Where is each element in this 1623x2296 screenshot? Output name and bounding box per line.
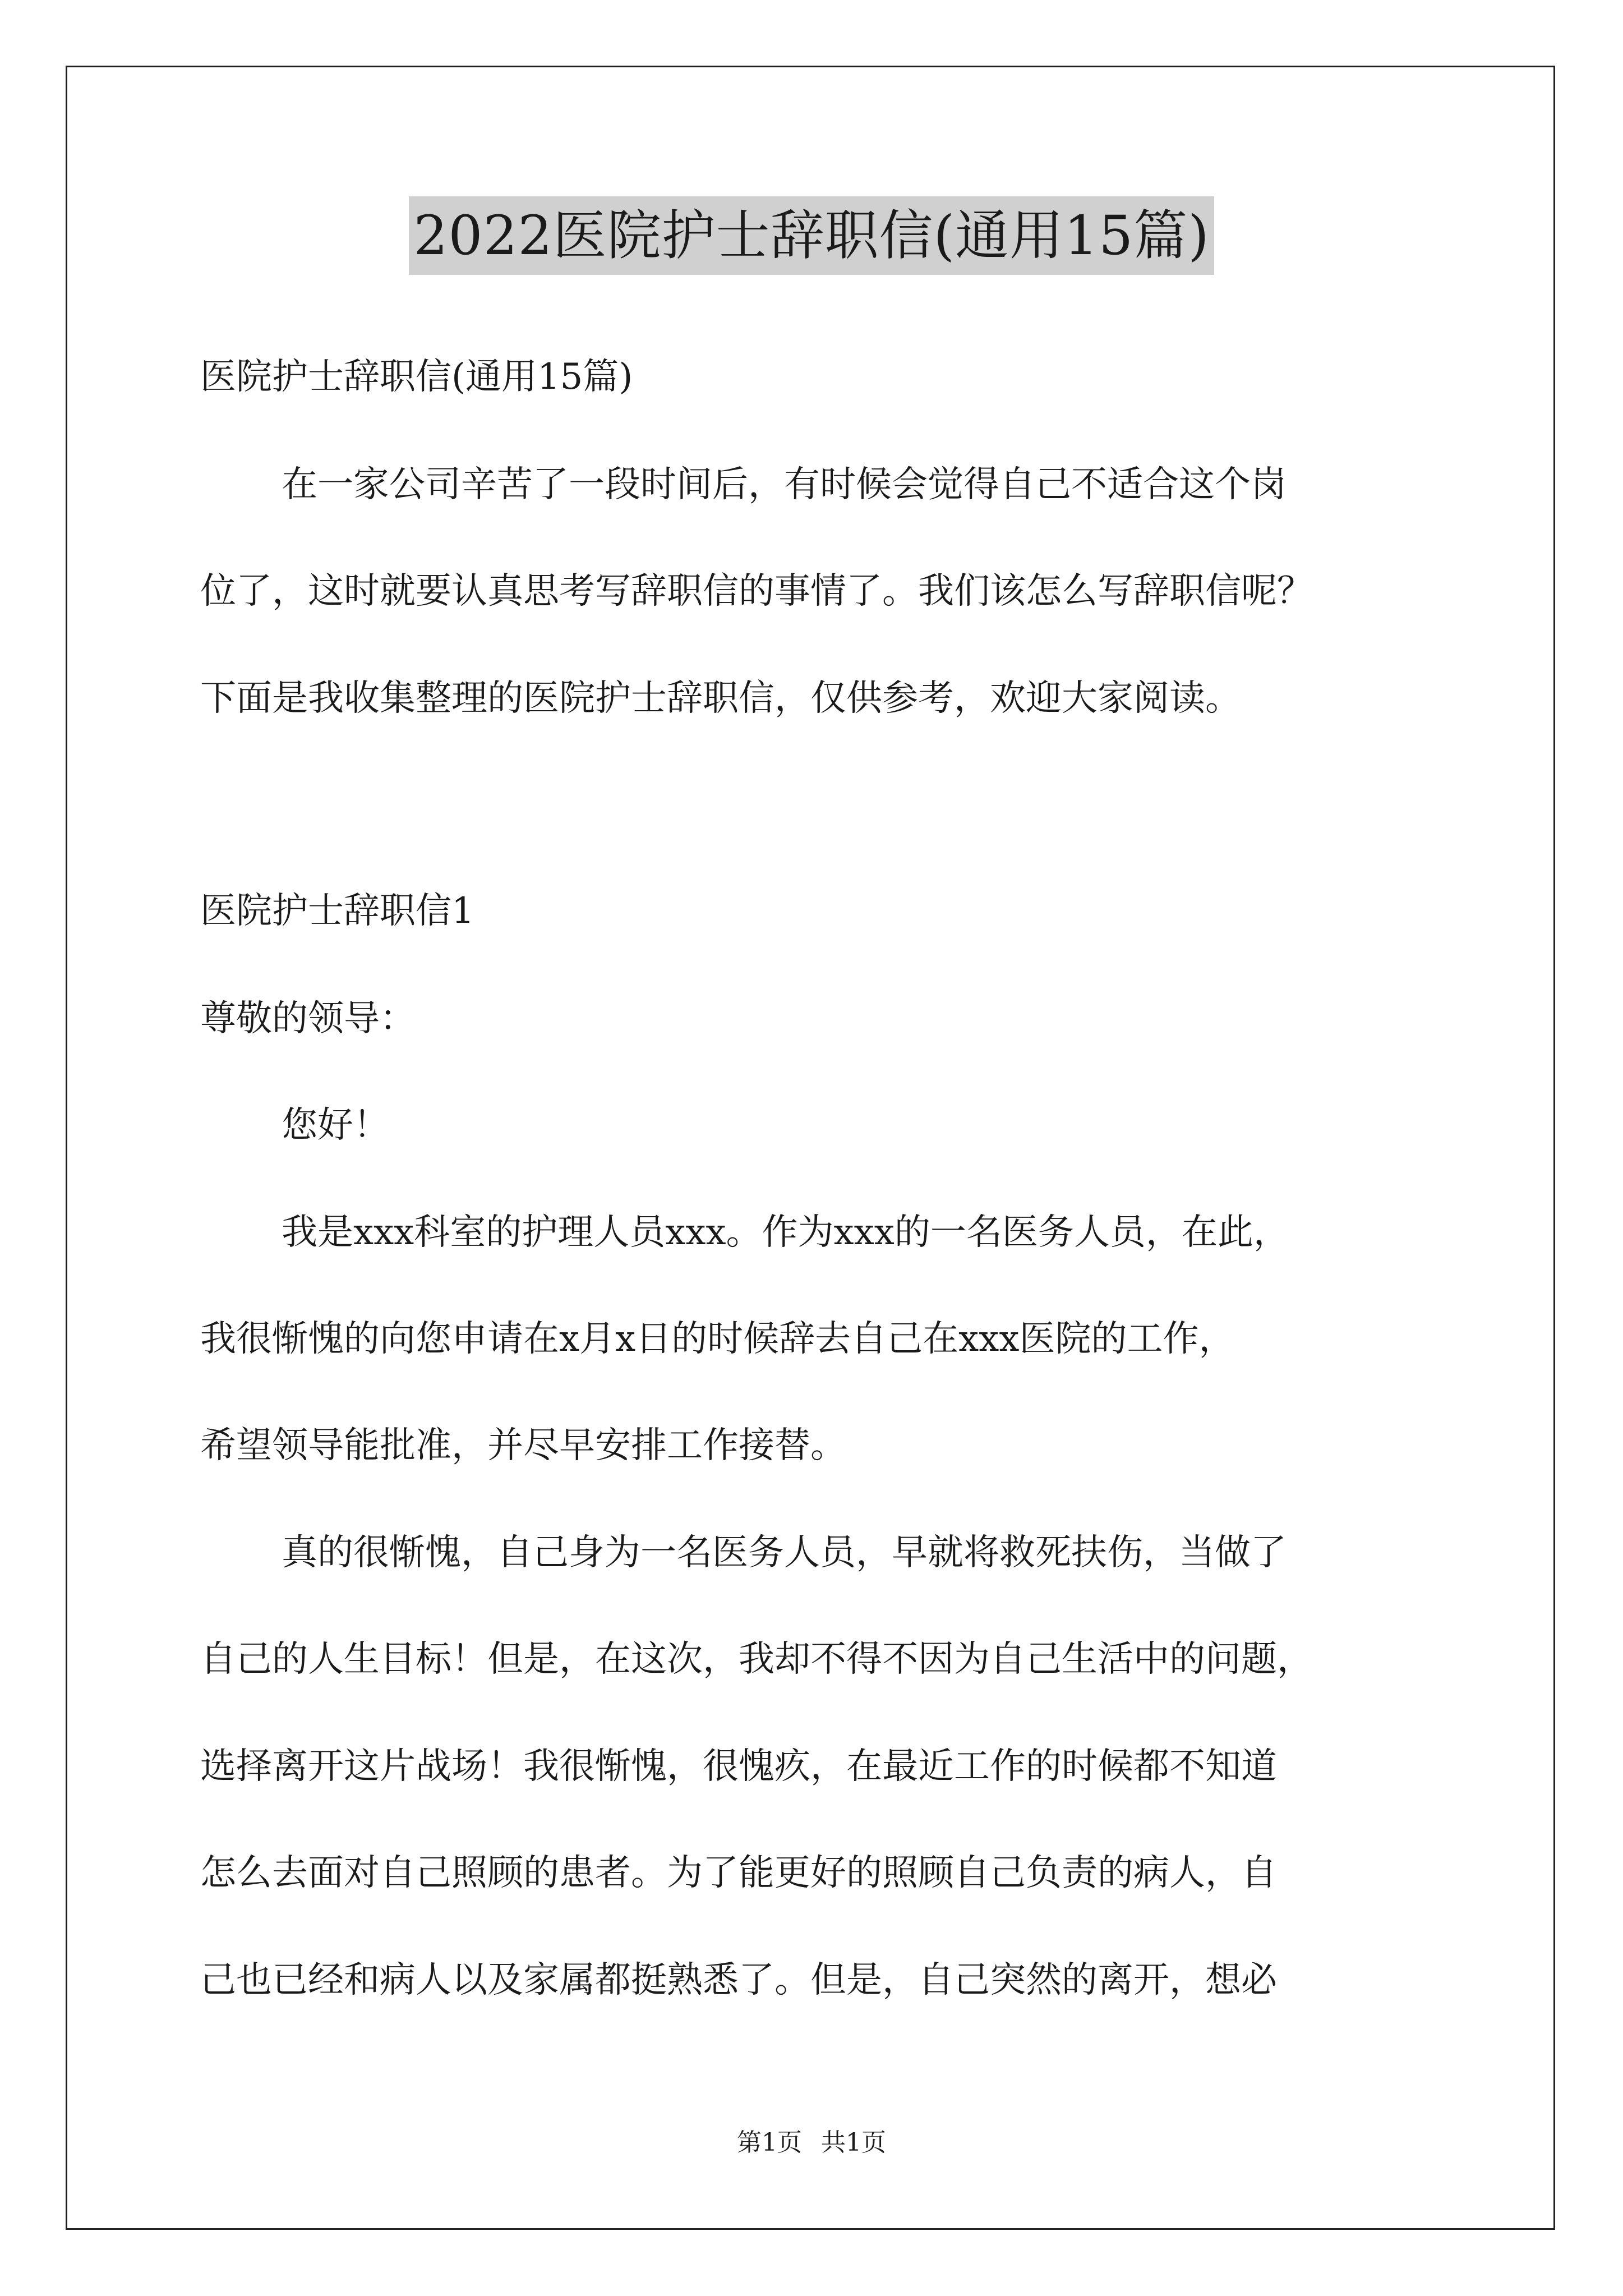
- salutation: 尊敬的领导：: [200, 998, 416, 1039]
- paragraph-line: 己也已经和病人以及家属都挺熟悉了。但是，自己突然的离开，想必: [200, 1959, 1277, 2001]
- paragraph-line: 自己的人生目标！但是，在这次，我却不得不因为自己生活中的问题，: [200, 1639, 1313, 1680]
- greeting: 您好！: [282, 1105, 389, 1146]
- document-title: 2022医院护士辞职信(通用15篇): [409, 196, 1214, 275]
- paragraph-line: 希望领导能批准，并尽早安排工作接替。: [200, 1425, 846, 1466]
- page-number: 第1页: [737, 2128, 802, 2157]
- paragraph-line: 在一家公司辛苦了一段时间后，有时候会觉得自己不适合这个岗: [282, 464, 1287, 505]
- section-heading: 医院护士辞职信1: [200, 890, 474, 932]
- subtitle-line: 医院护士辞职信(通用15篇): [200, 356, 633, 398]
- paragraph-line: 选择离开这片战场！我很惭愧，很愧疚，在最近工作的时候都不知道: [200, 1746, 1277, 1787]
- paragraph-line: 怎么去面对自己照顾的患者。为了能更好的照顾自己负责的病人，自: [200, 1852, 1277, 1894]
- paragraph-line: 位了，这时就要认真思考写辞职信的事情了。我们该怎么写辞职信呢？: [200, 570, 1313, 612]
- page-total: 共1页: [821, 2128, 886, 2157]
- title-container: [0, 196, 1623, 275]
- paragraph-line: 我是xxx科室的护理人员xxx。作为xxx的一名医务人员，在此，: [282, 1212, 1289, 1253]
- paragraph-line: 下面是我收集整理的医院护士辞职信，仅供参考，欢迎大家阅读。: [200, 678, 1241, 719]
- paragraph-line: 真的很惭愧，自己身为一名医务人员，早就将救死扶伤，当做了: [282, 1532, 1287, 1573]
- page-footer: [0, 2126, 1623, 2160]
- paragraph-line: 我很惭愧的向您申请在x月x日的时候辞去自己在xxx医院的工作，: [200, 1318, 1235, 1360]
